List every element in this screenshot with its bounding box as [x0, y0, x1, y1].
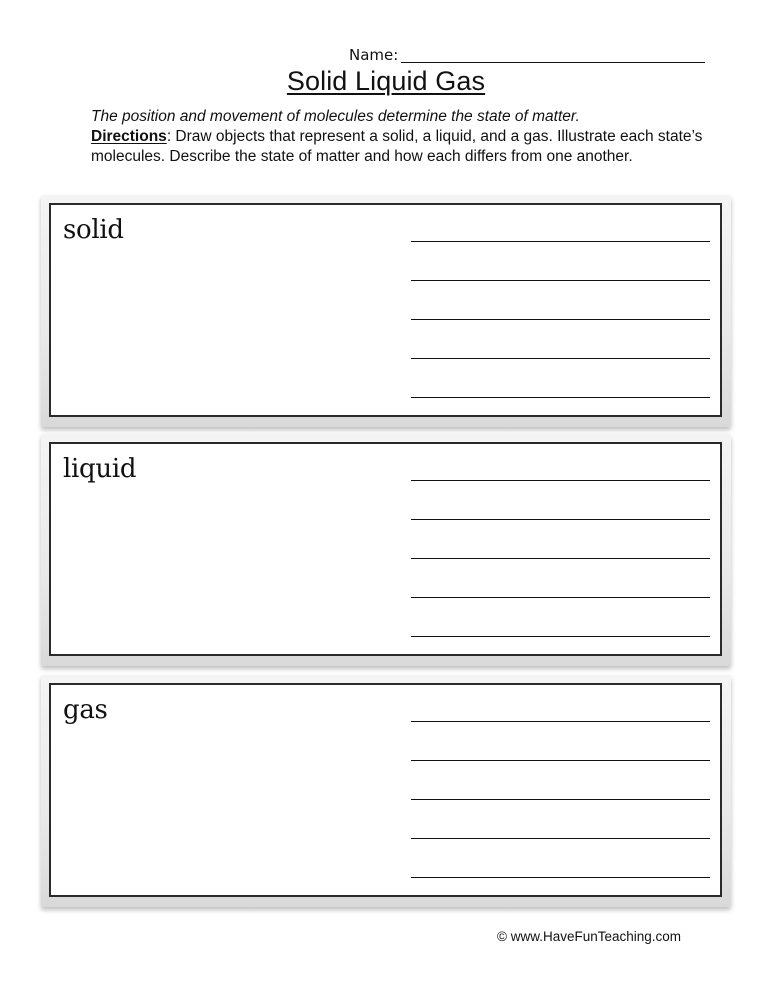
directions-text: : Draw objects that represent a solid, a liquid, and a gas. Illustrate each state’s molecules. Describe the state of matter and how each differs from one another.	[91, 128, 703, 165]
drawing-area[interactable]	[49, 683, 722, 897]
answer-line[interactable]	[411, 636, 710, 637]
answer-line[interactable]	[411, 480, 710, 481]
answer-line[interactable]	[411, 319, 710, 320]
panel-label: gas	[63, 695, 108, 725]
answer-line[interactable]	[411, 838, 710, 839]
panel-label: liquid	[63, 454, 137, 484]
answer-line[interactable]	[411, 280, 710, 281]
name-field[interactable]	[349, 44, 705, 66]
answer-line[interactable]	[411, 241, 710, 242]
liquid-panel	[41, 434, 731, 666]
answer-lines	[411, 241, 710, 398]
answer-line[interactable]	[411, 760, 710, 761]
answer-line[interactable]	[411, 558, 710, 559]
answer-line[interactable]	[411, 721, 710, 722]
answer-line[interactable]	[411, 358, 710, 359]
answer-lines	[411, 721, 710, 878]
panel-label: solid	[63, 215, 124, 245]
solid-panel	[41, 195, 731, 427]
copyright-footer: © www.HaveFunTeaching.com	[497, 929, 682, 944]
drawing-area[interactable]	[49, 442, 722, 656]
answer-line[interactable]	[411, 799, 710, 800]
answer-line[interactable]	[411, 877, 710, 878]
drawing-area[interactable]	[49, 203, 722, 417]
answer-line[interactable]	[411, 519, 710, 520]
answer-lines	[411, 480, 710, 637]
name-label: Name:	[349, 46, 399, 64]
name-answer-line[interactable]	[401, 62, 705, 63]
page-title: Solid Liquid Gas	[286, 66, 486, 96]
intro-statement: The position and movement of molecules determine the state of matter.	[91, 108, 580, 125]
gas-panel	[41, 675, 731, 907]
answer-line[interactable]	[411, 397, 710, 398]
instructions	[91, 107, 711, 167]
directions-label: Directions	[91, 128, 167, 145]
answer-line[interactable]	[411, 597, 710, 598]
